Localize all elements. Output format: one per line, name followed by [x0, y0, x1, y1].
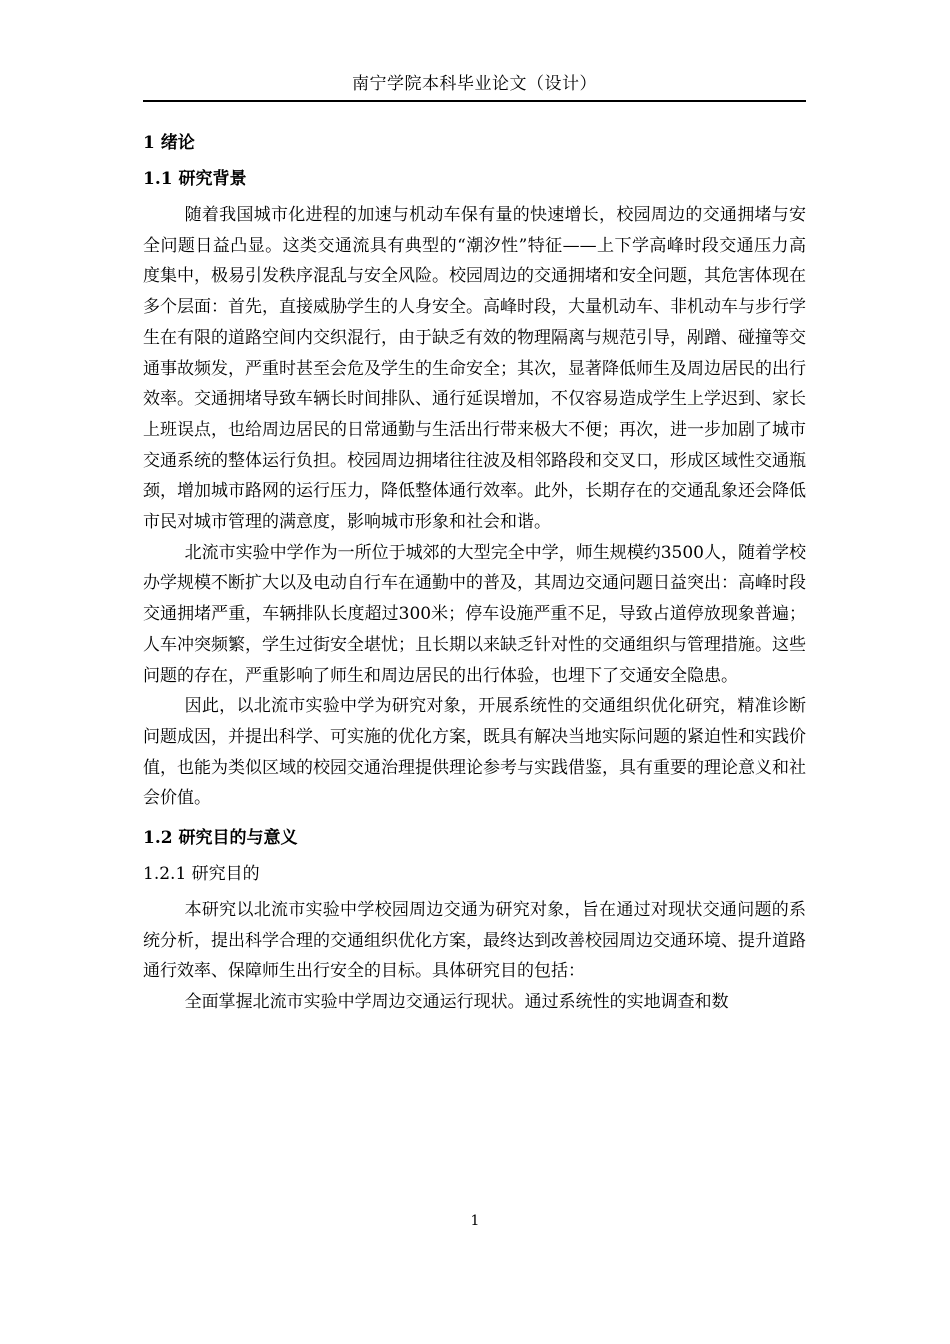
section-heading-1-1: 1.1 研究背景 — [143, 169, 247, 189]
header-divider — [143, 100, 806, 102]
paragraph-background-3: 因此，以北流市实验中学为研究对象，开展系统性的交通组织优化研究，精准诊断问题成因，并提出科学、可实施的优化方案，既具有解决当地实际问题的紧迫性和实践价值，也能为类似区域的校园交通治理提供理论参考与实践借鉴，具有重要的理论意义和社会价值。 — [143, 696, 806, 809]
chapter-heading: 1 绪论 — [143, 133, 195, 153]
paragraph-background-2: 北流市实验中学作为一所位于城郊的大型完全中学，师生规模约3500人，随着学校办学规模不断扩大以及电动自行车在通勤中的普及，其周边交通问题日益突出：高峰时段交通拥堵严重，车辆排队长度超过300米；停车设施严重不足，导致占道停放现象普遍；人车冲突频繁，学生过街安全堪忧；且长期以来缺乏针对性的交通组织与管理措施。这些问题的存在，严重影响了师生和周边居民的出行体验，也埋下了交通安全隐患。 — [143, 542, 806, 686]
paragraph-background-1: 随着我国城市化进程的加速与机动车保有量的快速增长，校园周边的交通拥堵与安全问题日益凸显。这类交通流具有典型的“潮汐性”特征——上下学高峰时段交通压力高度集中，极易引发秩序混乱与安全风险。校园周边的交通拥堵和安全问题，其危害体现在多个层面：首先，直接威胁学生的人身安全。高峰时段，大量机动车、非机动车与步行学生在有限的道路空间内交织混行，由于缺乏有效的物理隔离与规范引导，剐蹭、碰撞等交通事故频发，严重时甚至会危及学生的生命安全；其次，显著降低师生及周边居民的出行效率。交通拥堵导致车辆长时间排队、通行延误增加，不仅容易造成学生上学迟到、家长上班误点，也给周边居民的日常通勤与生活出行带来极大不便；再次，进一步加剧了城市交通系统的整体运行负担。校园周边拥堵往往波及相邻路段和交叉口，形成区域性交通瓶颈，增加城市路网的运行压力，降低整体通行效率。此外，长期存在的交通乱象还会降低市民对城市管理的满意度，影响城市形象和社会和谐。 — [143, 205, 806, 533]
paragraph-purpose-1: 本研究以北流市实验中学校园周边交通为研究对象，旨在通过对现状交通问题的系统分析，提出科学合理的交通组织优化方案，最终达到改善校园周边交通环境、提升道路通行效率、保障师生出行安全的目标。具体研究目的包括： — [143, 900, 806, 982]
paragraph-purpose-2: 全面掌握北流市实验中学周边交通运行现状。通过系统性的实地调查和数 — [184, 992, 729, 1013]
page-header-title: 南宁学院本科毕业论文（设计） — [352, 74, 597, 94]
section-heading-1-2: 1.2 研究目的与意义 — [143, 828, 298, 849]
document-body — [143, 127, 806, 1018]
subsection-heading-1-2-1: 1.2.1 研究目的 — [143, 864, 260, 885]
page-number: 1 — [470, 1213, 480, 1229]
